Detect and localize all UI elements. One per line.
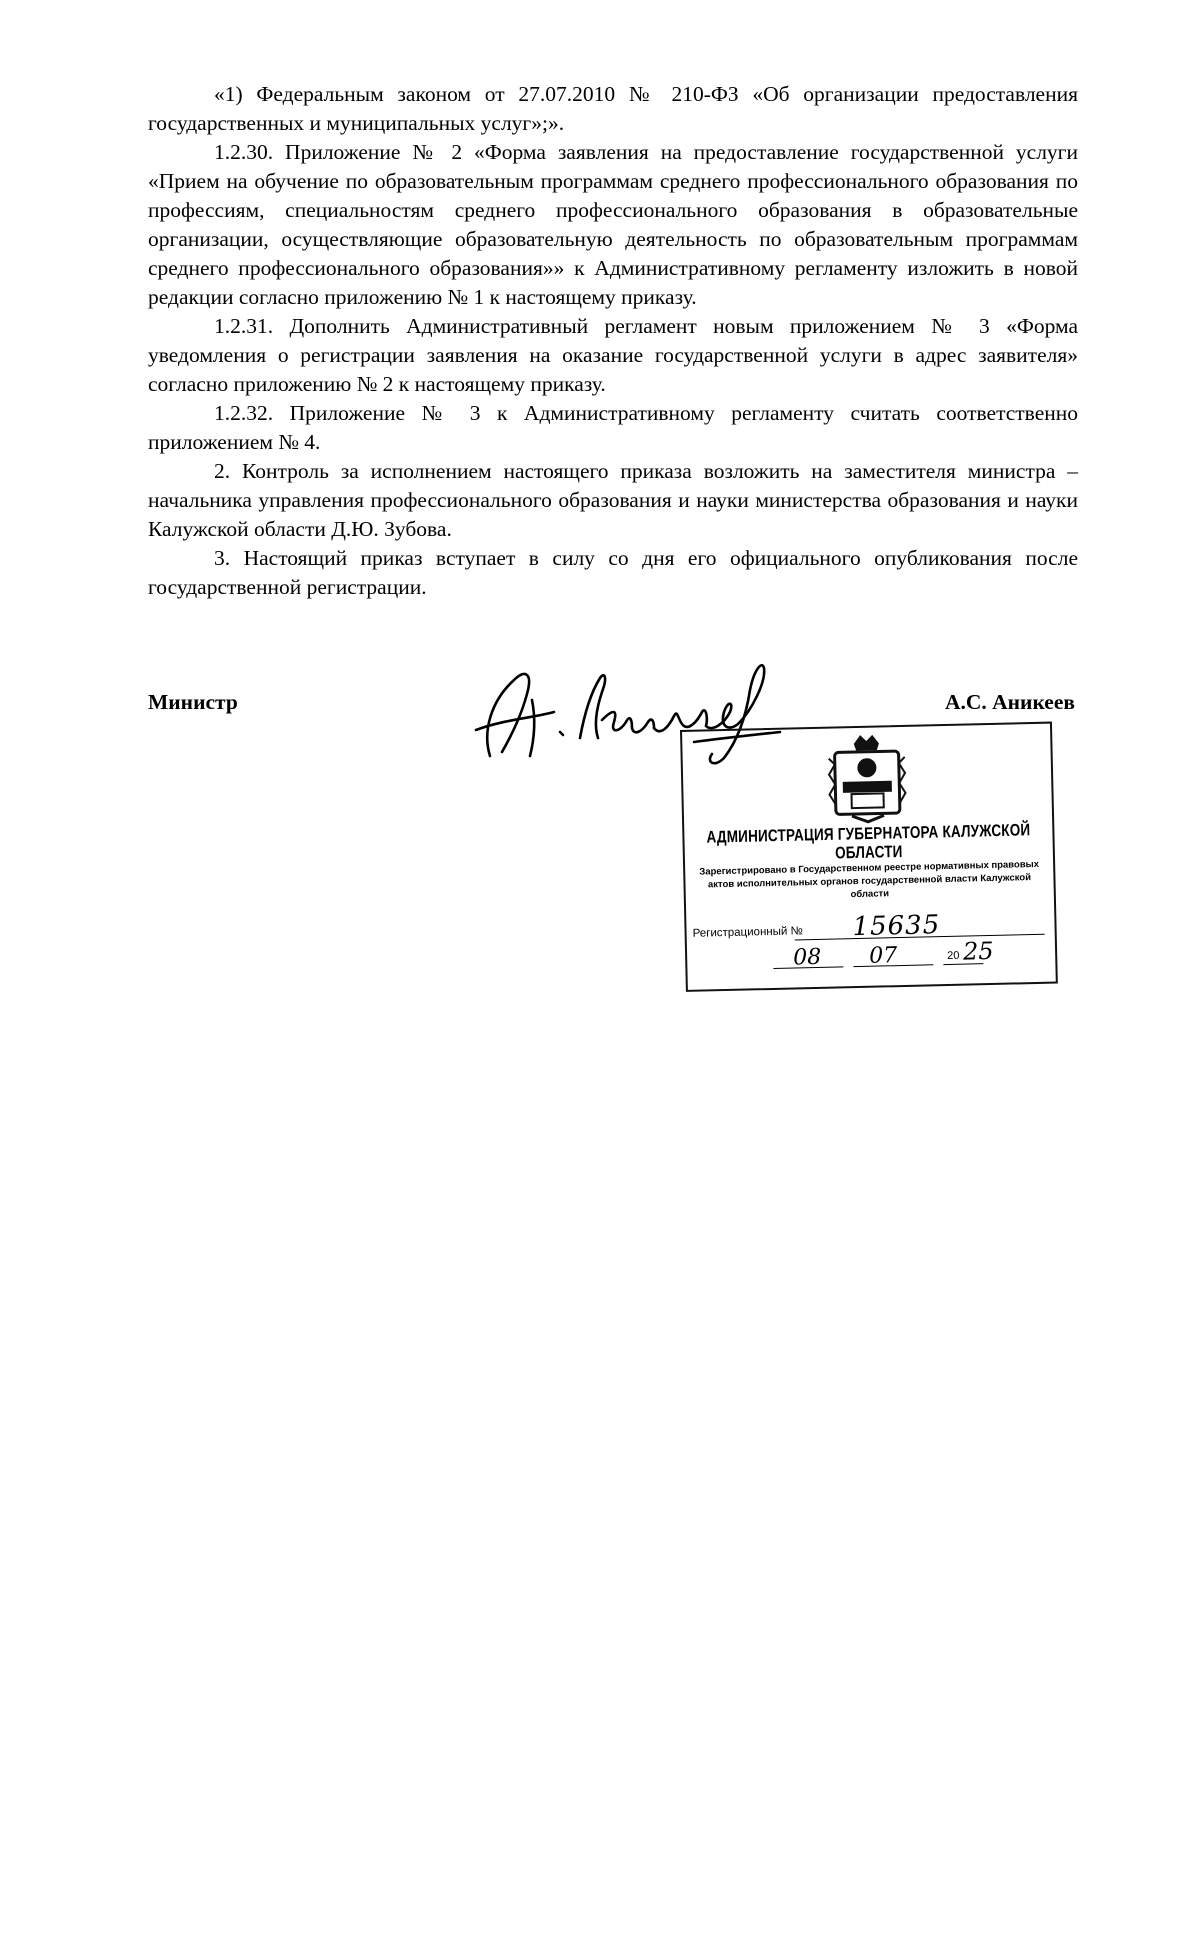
paragraph-3: 3. Настоящий приказ вступает в силу со дня его официального опубликования после государственной регистрации. [148, 546, 1078, 599]
stamp-organization: АДМИНИСТРАЦИЯ ГУБЕРНАТОРА КАЛУЖСКОЙ ОБЛАСТИ [706, 820, 1031, 863]
registration-number: 15635 [852, 910, 941, 943]
stamp-note: Зарегистрировано в Государственном реестре нормативных правовых актов исполнительных органов государственной власти Калужской области [699, 858, 1040, 901]
paragraph-1-2-32: 1.2.32. Приложение № 3 к Административному регламенту считать соответственно приложением № 4. [148, 401, 1078, 454]
paragraph-1: «1) Федеральным законом от 27.07.2010 № 210-ФЗ «Об организации предоставления государственных и муниципальных услуг»;». [148, 82, 1078, 135]
coat-of-arms-icon [824, 733, 910, 825]
stamp-registration [692, 910, 1048, 943]
registration-label: Регистрационный № [692, 925, 804, 940]
paragraph-1-2-30: 1.2.30. Приложение № 2 «Форма заявления на предоставление государственной услуги «Прием на обучение по образовательным программам среднего профессионального образования по профессиям, специальностям среднего профессионального образования в образовательные организации, осуществляющие образовательную деятельность по образовательным программам среднего профессионального образования»» к Административному регламенту изложить в новой редакции согласно приложению № 1 к настоящему приказу. [148, 140, 1078, 309]
registration-stamp [680, 722, 1058, 992]
date-year-prefix: 20 [947, 949, 960, 962]
paragraph-1-2-31: 1.2.31. Дополнить Административный регламент новым приложением № 3 «Форма уведомления о регистрации заявления на оказание государственной услуги в адрес заявителя» согласно приложению № 2 к настоящему приказу. [148, 314, 1078, 396]
signer-name: А.С. Аникеев [944, 690, 1075, 714]
date-day: 08 [792, 944, 822, 971]
paragraph-2: 2. Контроль за исполнением настоящего приказа возложить на заместителя министра – начальника управления профессионального образования и науки министерства образования и науки Калужской области Д.Ю. Зубова. [148, 459, 1078, 541]
date-year: 25 [962, 936, 994, 966]
signer-title: Министр [148, 690, 238, 714]
document-body [148, 80, 1078, 602]
stamp-date [693, 936, 1050, 984]
date-month: 07 [868, 943, 898, 969]
